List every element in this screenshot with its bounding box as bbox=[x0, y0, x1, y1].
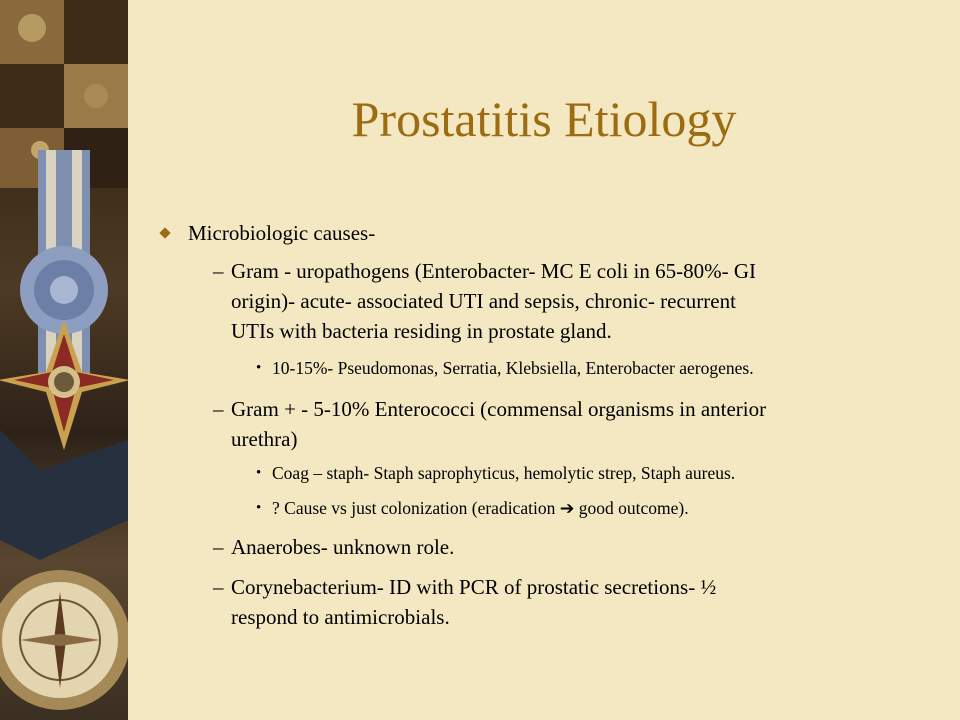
right-arrow-icon: ➔ bbox=[559, 498, 575, 518]
decorative-photo-strip bbox=[0, 0, 128, 720]
medal-photo-illustration bbox=[0, 0, 128, 720]
gram-negative-line-1: Gram - uropathogens (Enterobacter- MC E coli in 65-80%- GI bbox=[231, 259, 756, 283]
gram-negative-sub-1: 10-15%- Pseudomonas, Serratia, Klebsiella, Enterobacter aerogenes. bbox=[272, 358, 754, 378]
anaerobes-line: Anaerobes- unknown role. bbox=[231, 535, 455, 559]
gram-positive-sub-2-start: ? Cause vs just colonization (eradication bbox=[272, 498, 556, 518]
slide-title: Prostatitis Etiology bbox=[351, 91, 737, 147]
gram-positive-line-1: Gram + - 5-10% Enterococci (commensal organisms in anterior bbox=[231, 397, 767, 421]
dot-bullet: • bbox=[256, 500, 262, 516]
dash-bullet: – bbox=[213, 259, 224, 283]
dot-bullet: • bbox=[256, 465, 262, 481]
compass-illustration bbox=[0, 570, 128, 710]
cross-medal bbox=[0, 320, 128, 450]
dash-bullet: – bbox=[213, 535, 224, 559]
dash-bullet: – bbox=[213, 397, 224, 421]
gram-positive-line-2: urethra) bbox=[231, 427, 298, 451]
gram-positive-sub-1: Coag – staph- Staph saprophyticus, hemolytic strep, Staph aureus. bbox=[272, 463, 736, 483]
gram-negative-line-2: origin)- acute- associated UTI and sepsis, chronic- recurrent bbox=[231, 289, 736, 313]
corynebacterium-line-2: respond to antimicrobials. bbox=[231, 605, 450, 629]
dot-bullet: • bbox=[256, 360, 262, 376]
diamond-bullet-icon bbox=[159, 227, 170, 238]
gram-negative-line-3: UTIs with bacteria residing in prostate gland. bbox=[231, 319, 612, 343]
gram-positive-sub-2 bbox=[272, 497, 689, 519]
corynebacterium-line-1: Corynebacterium- ID with PCR of prostatic secretions- ½ bbox=[231, 575, 717, 599]
gram-positive-sub-2-end: good outcome). bbox=[578, 498, 689, 518]
dash-bullet: – bbox=[213, 575, 224, 599]
bullet-microbiologic-causes: Microbiologic causes- bbox=[188, 221, 376, 245]
